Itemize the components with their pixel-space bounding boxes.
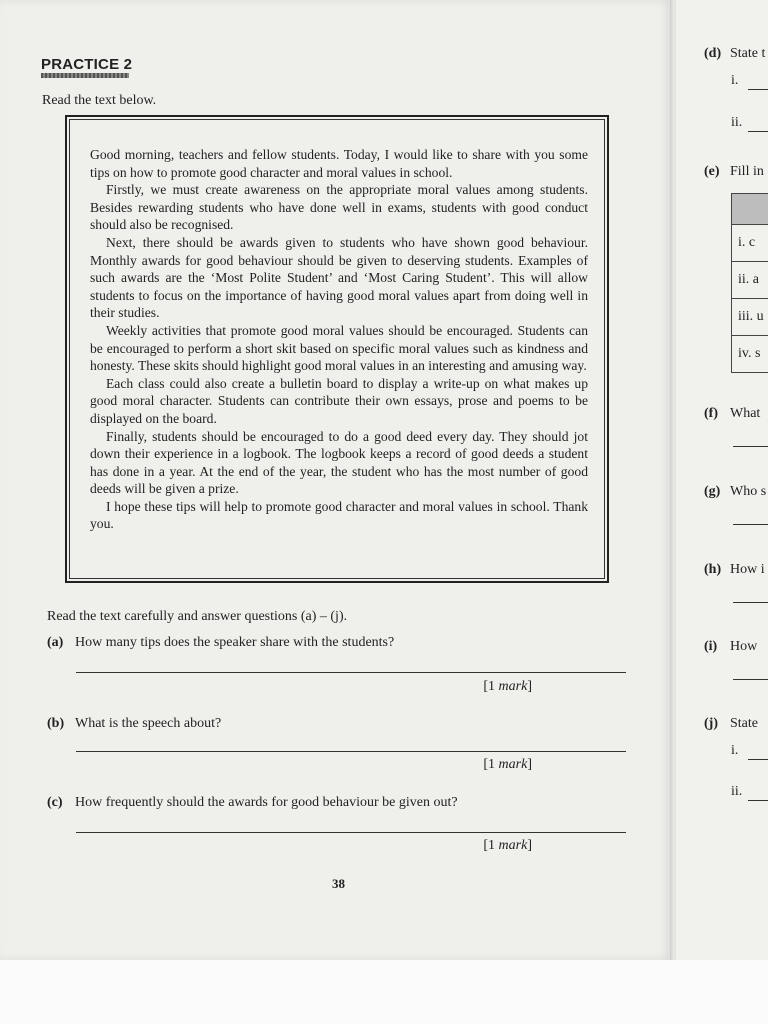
passage-paragraph-7: I hope these tips will help to promote good character and moral values in school. Thank you. [90, 498, 588, 532]
question-d: (d) State t [704, 46, 766, 61]
table-row: ii. a [732, 262, 768, 299]
question-label: (b) [47, 716, 65, 731]
answer-line-c[interactable] [76, 832, 626, 833]
heading-underline [41, 73, 129, 78]
practice-heading: PRACTICE 2 [41, 56, 133, 73]
passage-box [65, 115, 609, 583]
answer-line-f[interactable] [733, 446, 768, 447]
table-row: iv. s [732, 336, 768, 373]
answer-line-b[interactable] [76, 751, 626, 752]
answer-line-d2[interactable] [748, 131, 768, 132]
passage-paragraph-1: Good morning, teachers and fellow students. Today, I would like to share with you some tips on how to promote good character and moral values in school. [90, 147, 588, 180]
mark-b: [1 mark] [483, 757, 532, 772]
answer-line-j1[interactable] [748, 759, 768, 760]
question-label: (c) [47, 795, 63, 810]
passage-paragraph-2: Firstly, we must create awareness on the appropriate moral values among students. Besides rewarding students who have done well in exams, students with good conduct should also be recognised. [90, 182, 588, 233]
passage-paragraph-6: Finally, students should be encouraged to do a good deed every day. They should jot down their experience in a logbook. The logbook keeps a record of good deeds a student has done in a year. At the end of the year, the student who has the most number of good deeds will be given a prize. [90, 428, 588, 497]
instruction-text: Read the text below. [42, 93, 157, 108]
passage-paragraph-4: Weekly activities that promote good moral values should be encouraged. Students can be encouraged to perform a short skit based on specific moral values such as kindness and honesty. These skits should highlight good moral values in an interesting and amusing way. [90, 322, 588, 374]
table-row: iii. u [732, 299, 768, 336]
question-j: (j) State [704, 716, 758, 731]
answer-line-d1[interactable] [748, 89, 768, 90]
question-b [47, 716, 221, 732]
table-header [732, 194, 768, 225]
question-h: (h) How i [704, 562, 765, 577]
question-d-item-2: ii. [731, 115, 743, 130]
question-text: What is the speech about? [75, 716, 222, 731]
page-number: 38 [332, 876, 345, 891]
right-page [676, 0, 768, 960]
question-d-item-1: i. [731, 73, 739, 88]
mark-c: [1 mark] [483, 838, 532, 853]
question-text: How many tips does the speaker share with the students? [75, 635, 395, 650]
question-e: (e) Fill in [704, 164, 764, 179]
mark-a: [1 mark] [483, 679, 532, 694]
question-j-item-1: i. [731, 743, 739, 758]
passage-paragraph-5: Each class could also create a bulletin board to display a write-up on what makes up good moral character. Students can contribute their own essays, prose and poems to be displayed on the board. [90, 375, 588, 426]
question-label: (a) [47, 635, 64, 650]
answer-line-h[interactable] [733, 602, 768, 603]
question-c [47, 795, 458, 811]
answer-line-a[interactable] [76, 672, 626, 673]
answer-line-j2[interactable] [748, 800, 768, 801]
question-j-item-2: ii. [731, 784, 743, 799]
question-f: (f) What [704, 406, 761, 421]
table-row: i. c [732, 225, 768, 262]
scan-margin [0, 960, 768, 1024]
answer-line-i[interactable] [733, 679, 768, 680]
passage [69, 119, 605, 579]
question-g: (g) Who s [704, 484, 767, 499]
answer-line-g[interactable] [733, 524, 768, 525]
question-text: How frequently should the awards for good behaviour be given out? [75, 795, 458, 810]
question-i: (i) How [704, 639, 758, 654]
passage-paragraph-3: Next, there should be awards given to students who have shown good behaviour. Monthly awards for good behaviour should be given to deserving students. Examples of such awards are the ‘Most Polite Student’ and ‘Most Caring Student’. This will allow students to focus on the importance of having good moral values apart from doing well in their studies. [90, 234, 588, 321]
questions-intro: Read the text carefully and answer questions (a) – (j). [47, 609, 348, 624]
fill-in-table [731, 193, 768, 373]
question-a [47, 635, 394, 651]
